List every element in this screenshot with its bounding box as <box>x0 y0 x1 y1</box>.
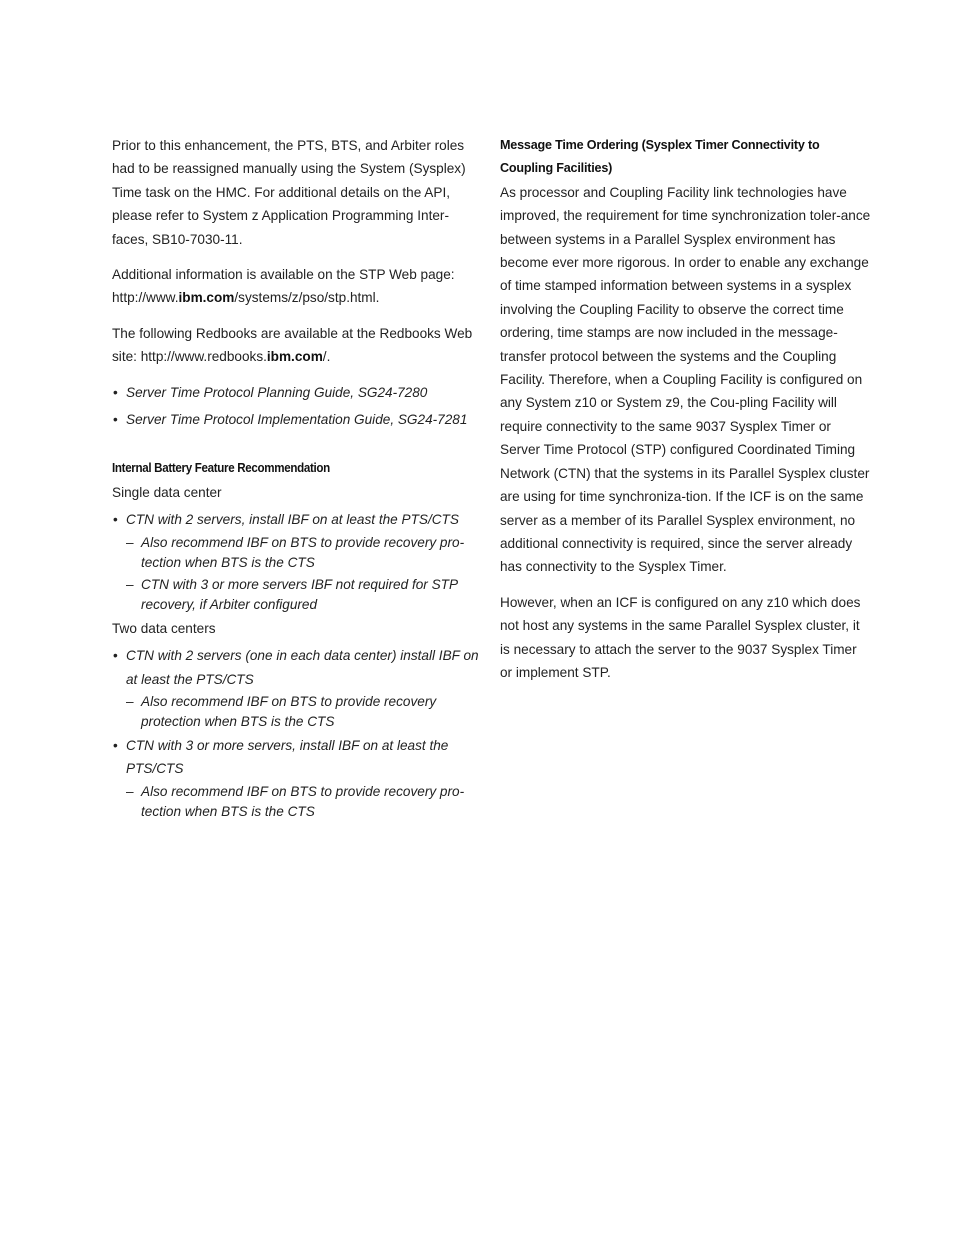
list-item: • Server Time Protocol Planning Guide, SG24-7280 <box>112 381 484 404</box>
redbooks-url-prefix: The following Redbooks are available at the Redbooks Web site: http://www.redbooks. <box>112 325 473 365</box>
sub-list <box>126 692 484 732</box>
single-data-center-list <box>112 508 484 614</box>
redbooks-url-suffix: /. <box>322 349 331 365</box>
right-column <box>500 134 872 696</box>
section-heading-message-time-ordering: Message Time Ordering (Sysplex Timer Connectivity to Coupling Facilities) <box>500 138 820 176</box>
list-item-text: CTN with 2 servers, install IBF on at least the PTS/CTS <box>126 512 459 528</box>
list-item-text: CTN with 3 or more servers, install IBF on at least the PTS/CTS <box>126 737 449 777</box>
sub-list-item: – Also recommend IBF on BTS to provide recovery pro-tection when BTS is the CTS <box>112 533 484 573</box>
stp-url-prefix: Additional information is available on the STP Web page: http://www. <box>112 267 455 306</box>
sub-list-item: – Also recommend IBF on BTS to provide recovery protection when BTS is the CTS <box>112 692 484 732</box>
list-item <box>112 734 484 822</box>
list-item <box>112 644 484 732</box>
paragraph-coupling-facility: As processor and Coupling Facility link technologies have improved, the requirement for time synchronization toler-ance between systems in a Parallel Sysplex environment has become ever more rigorous. In order to enable any exchange of time stamped information between systems in a sysplex involving the Coupling Facility to observe the correct time ordering, time stamps are now included in the message-transfer protocol between the systems and the Coupling Facility. Therefore, when a Coupling Facility is configured on any System z10 or System z9, the Cou-pling Facility will require connectivity to the same 9037 Sysplex Timer or Server Time Protocol (STP) configured Coordinated Timing Network (CTN) that the systems in its Parallel Sysplex cluster are using for time synchroniza-tion. If the ICF is on the same server as a member of its Parallel Sysplex environment, no additional connectivity is required, since the server already has connectivity to the Sysplex Timer. <box>500 184 871 575</box>
two-data-centers-label: Two data centers <box>112 620 216 636</box>
left-column <box>112 134 484 824</box>
paragraph-api-reassignment: Prior to this enhancement, the PTS, BTS, and Arbiter roles had to be reassigned manually using the System (Sysplex) Time task on the HMC. For additional details on the API, please refer to System z Application Programming Inter-faces, SB10-7030-11. <box>112 138 466 247</box>
redbooks-list <box>112 381 484 432</box>
single-data-center-label: Single data center <box>112 484 222 500</box>
sub-list-item: – CTN with 3 or more servers IBF not required for STP recovery, if Arbiter configured <box>112 575 484 615</box>
list-item: • Server Time Protocol Implementation Guide, SG24-7281 <box>112 408 484 431</box>
sub-list <box>126 782 484 822</box>
list-item-text: CTN with 2 servers (one in each data center) install IBF on at least the PTS/CTS <box>126 648 479 687</box>
sub-list <box>126 533 484 615</box>
stp-url-domain: ibm.com <box>178 290 235 306</box>
paragraph-redbooks <box>112 322 484 369</box>
section-heading-ibf: Internal Battery Feature Recommendation <box>112 461 330 476</box>
redbooks-url-domain: ibm.com <box>266 349 323 365</box>
stp-url-suffix: /systems/z/pso/stp.html. <box>234 290 380 306</box>
two-data-centers-list <box>112 644 484 822</box>
sub-list-item: – Also recommend IBF on BTS to provide recovery pro-tection when BTS is the CTS <box>112 782 484 822</box>
list-item <box>112 508 484 614</box>
paragraph-stp-web-page <box>112 263 484 310</box>
paragraph-icf-z10: However, when an ICF is configured on any z10 which does not host any systems in the same Parallel Sysplex cluster, it is necessary to attach the server to the 9037 Sysplex Timer or implement STP. <box>500 594 861 680</box>
